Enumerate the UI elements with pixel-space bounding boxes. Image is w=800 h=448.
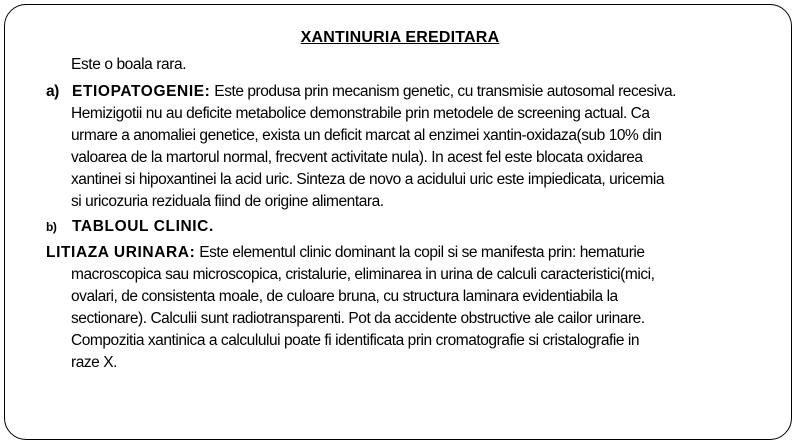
litiaza-line-0: Este elementul clinic dominant la copil si se manifesta prin: hematurie (195, 244, 645, 261)
section-a-marker: a) (46, 83, 59, 100)
section-tabloul-clinic (46, 216, 746, 238)
document-title: XANTINURIA EREDITARA (300, 29, 500, 46)
section-a-line-5: si uricozuria reziduala fiind de origine alimentara. (71, 193, 384, 210)
section-a-line-3: valoarea de la martorul normal, frecvent activitate nula). In acest fel este blocata oxidarea (71, 149, 643, 166)
section-etiopatogenie (46, 81, 746, 213)
section-litiaza-urinara (46, 242, 746, 374)
litiaza-line-1: macroscopica sau microscopica, cristalurie, eliminarea in urina de calculi caracteristici(mici, (71, 266, 655, 283)
section-a-line-4: xantinei si hipoxantinei la acid uric. Sinteza de novo a acidului uric este impiedicata, uricemia (71, 171, 665, 188)
section-b-marker: b) (46, 220, 57, 234)
litiaza-line-4: Compozitia xantinica a calculului poate fi identificata prin cromatografie si cristalografie in (71, 332, 640, 349)
litiaza-line-3: sectionare). Calculii sunt radiotransparenti. Pot da accidente obstructive ale cailor urinare. (71, 310, 645, 327)
litiaza-line-2: ovalari, de consistenta moale, de culoare bruna, cu structura laminara evidentiabila la (71, 288, 618, 305)
section-a-heading: ETIOPATOGENIE: (72, 83, 211, 100)
intro-text: Este o boala rara. (71, 56, 187, 73)
section-a-line-0: Este produsa prin mecanism genetic, cu transmisie autosomal recesiva. (210, 83, 677, 100)
litiaza-heading: LITIAZA URINARA: (46, 244, 196, 261)
section-b-heading: TABLOUL CLINIC. (72, 218, 214, 235)
litiaza-line-5: raze X. (71, 354, 117, 371)
section-a-line-1: Hemizigotii nu au deficite metabolice demonstrabile prin metodele de screening actual. Ca (71, 105, 650, 122)
litiaza-first-line (46, 242, 746, 264)
section-b-line (46, 216, 746, 238)
section-a-line-2: urmare a anomaliei genetice, exista un deficit marcat al enzimei xantin-oxidaza(sub 10% din (71, 127, 662, 144)
section-a-first-line (46, 81, 746, 103)
